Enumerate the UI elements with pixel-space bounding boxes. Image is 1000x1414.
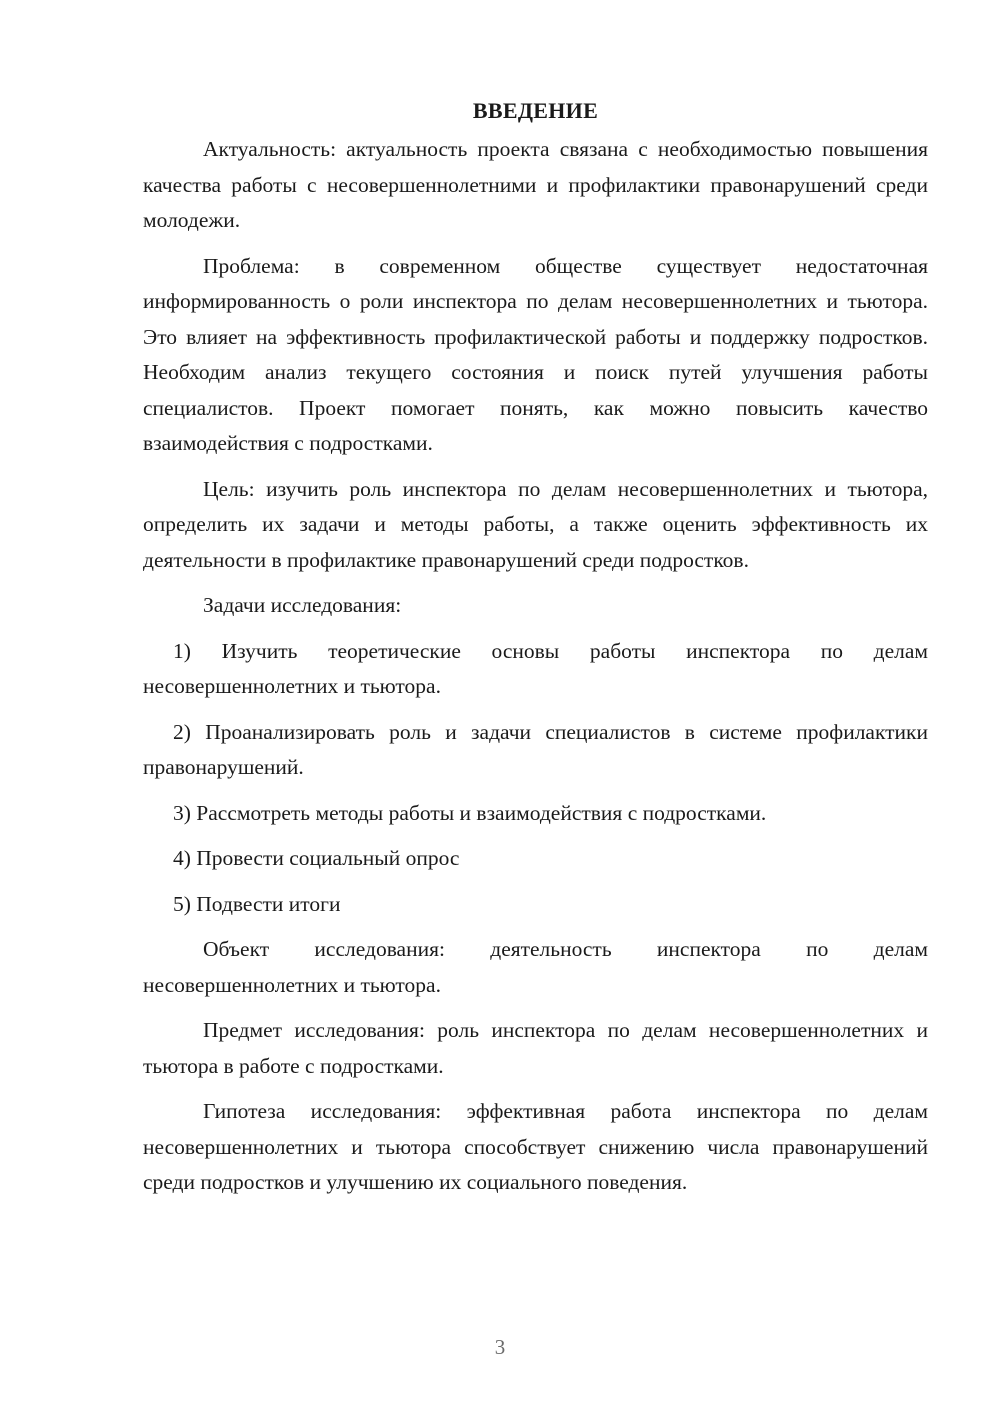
- paragraph-object: Объект исследования: деятельность инспектора по делам несовершеннолетних и тьютора.: [143, 937, 928, 997]
- list-item-task-3: 3) Рассмотреть методы работы и взаимодействия с подростками.: [173, 800, 767, 825]
- page-content: [143, 96, 928, 1211]
- list-item-task-2: 2) Проанализировать роль и задачи специалистов в системе профилактики правонарушений.: [143, 719, 928, 779]
- paragraph-hypothesis: Гипотеза исследования: эффективная работа инспектора по делам несовершеннолетних и тьютора способствует снижению числа правонарушений среди подростков и улучшению их социального поведения.: [143, 1099, 928, 1194]
- tasks-list: [143, 634, 928, 923]
- section-title: ВВЕДЕНИЕ: [472, 98, 599, 123]
- page-number: 3: [494, 1335, 506, 1359]
- paragraph-goal: Цель: изучить роль инспектора по делам несовершеннолетних и тьютора, определить их задачи и методы работы, а также оценить эффективность их деятельности в профилактике правонарушений среди подростков.: [143, 476, 928, 572]
- paragraph-relevance: Актуальность: актуальность проекта связана с необходимостью повышения качества работы с несовершеннолетними и профилактики правонарушений среди молодежи.: [143, 137, 928, 232]
- list-item-task-4: 4) Провести социальный опрос: [173, 846, 460, 870]
- paragraph-problem: Проблема: в современном обществе существует недостаточная информированность о роли инспектора по делам несовершеннолетних и тьютора. Это влияет на эффективность профилактической работы и поддержку подростков. Необходим анализ текущего состояния и поиск путей улучшения работы специалистов. Проект помогает понять, как можно повысить качество взаимодействия с подростками.: [143, 253, 928, 455]
- paragraph-tasks-heading: Задачи исследования:: [203, 593, 402, 617]
- list-item-task-1: 1) Изучить теоретические основы работы инспектора по делам несовершеннолетних и тьютора.: [143, 638, 928, 698]
- list-item-task-5: 5) Подвести итоги: [173, 891, 341, 916]
- paragraph-subject: Предмет исследования: роль инспектора по делам несовершеннолетних и тьютора в работе с подростками.: [143, 1018, 928, 1078]
